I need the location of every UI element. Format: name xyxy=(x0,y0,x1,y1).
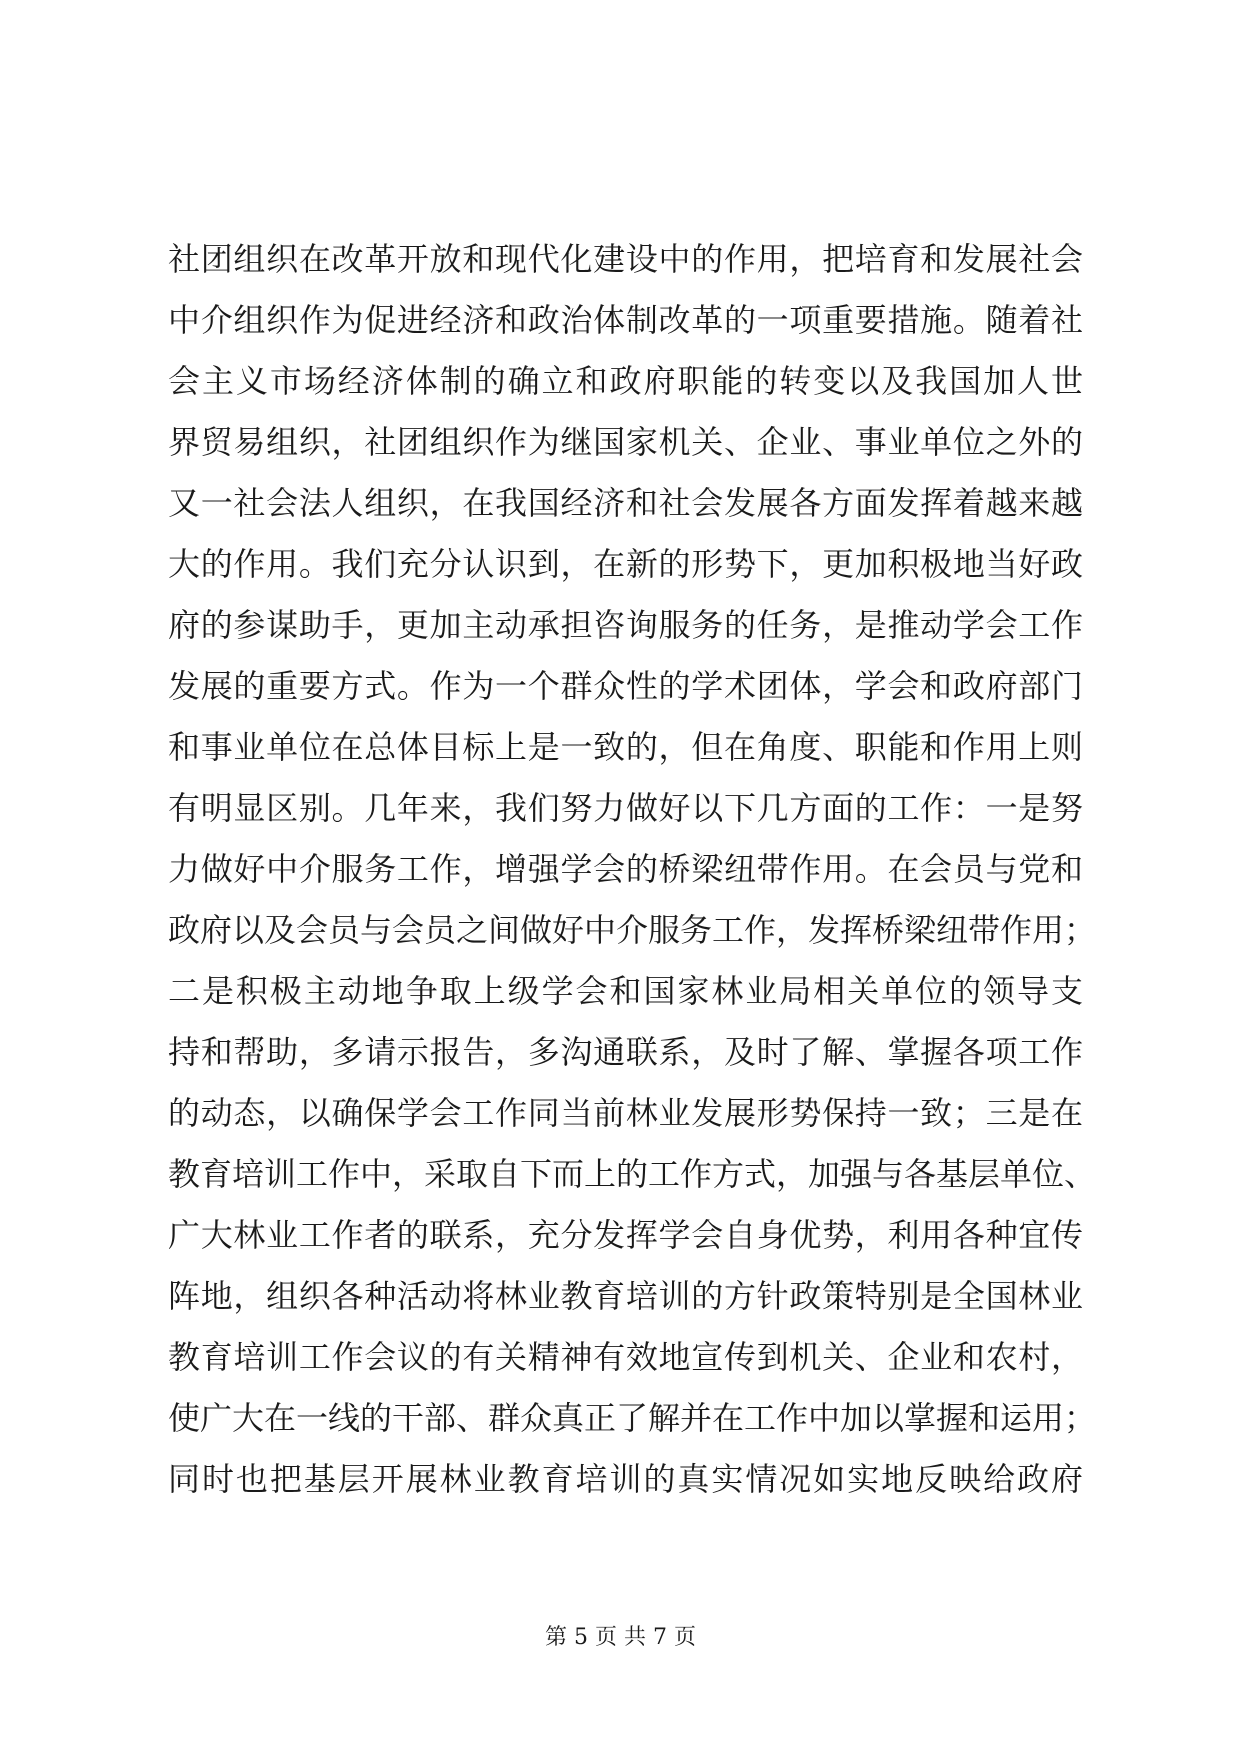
text-line: 大的作用。我们充分认识到，在新的形势下，更加积极地当好政 xyxy=(168,545,1083,583)
text-line: 持和帮助，多请示报告，多沟通联系，及时了解、掌握各项工作 xyxy=(168,1033,1083,1071)
text-line: 又一社会法人组织，在我国经济和社会发展各方面发挥着越来越 xyxy=(168,484,1083,522)
page-footer: 第 5 页 共 7 页 xyxy=(545,1625,696,1650)
text-line: 二是积极主动地争取上级学会和国家林业局相关单位的领导支 xyxy=(168,972,1083,1010)
text-line: 政府以及会员与会员之间做好中介服务工作，发挥桥梁纽带作用； xyxy=(168,911,1097,949)
text-line: 社团组织在改革开放和现代化建设中的作用，把培育和发展社会 xyxy=(168,240,1083,278)
text-line: 会主义市场经济体制的确立和政府职能的转变以及我国加人世 xyxy=(168,362,1083,400)
text-line: 同时也把基层开展林业教育培训的真实情况如实地反映给政府 xyxy=(168,1460,1083,1498)
text-line: 的动态，以确保学会工作同当前林业发展形势保持一致；三是在 xyxy=(168,1094,1083,1132)
text-line: 广大林业工作者的联系，充分发挥学会自身优势，利用各种宜传 xyxy=(168,1216,1083,1254)
text-line: 发展的重要方式。作为一个群众性的学术团体，学会和政府部门 xyxy=(168,667,1083,705)
text-line: 和事业单位在总体目标上是一致的，但在角度、职能和作用上则 xyxy=(168,728,1083,766)
text-line: 使广大在一线的干部、群众真正了解并在工作中加以掌握和运用； xyxy=(168,1399,1097,1437)
body-text xyxy=(168,229,1097,1510)
text-line: 界贸易组织，社团组织作为继国家机关、企业、事业单位之外的 xyxy=(168,423,1083,461)
text-line: 力做好中介服务工作，增强学会的桥梁纽带作用。在会员与党和 xyxy=(168,850,1083,888)
text-line: 有明显区别。几年来，我们努力做好以下几方面的工作：一是努 xyxy=(168,789,1083,827)
text-line: 府的参谋助手，更加主动承担咨询服务的任务，是推动学会工作 xyxy=(168,606,1083,644)
text-line: 中介组织作为促进经济和政治体制改革的一项重要措施。随着社 xyxy=(168,301,1083,339)
text-line: 教育培训工作中，采取自下而上的工作方式，加强与各基层单位、 xyxy=(168,1155,1097,1193)
text-line: 阵地，组织各种活动将林业教育培训的方针政策特别是全国林业 xyxy=(168,1277,1083,1315)
text-line: 教育培训工作会议的有关精神有效地宣传到机关、企业和农村， xyxy=(168,1338,1083,1376)
